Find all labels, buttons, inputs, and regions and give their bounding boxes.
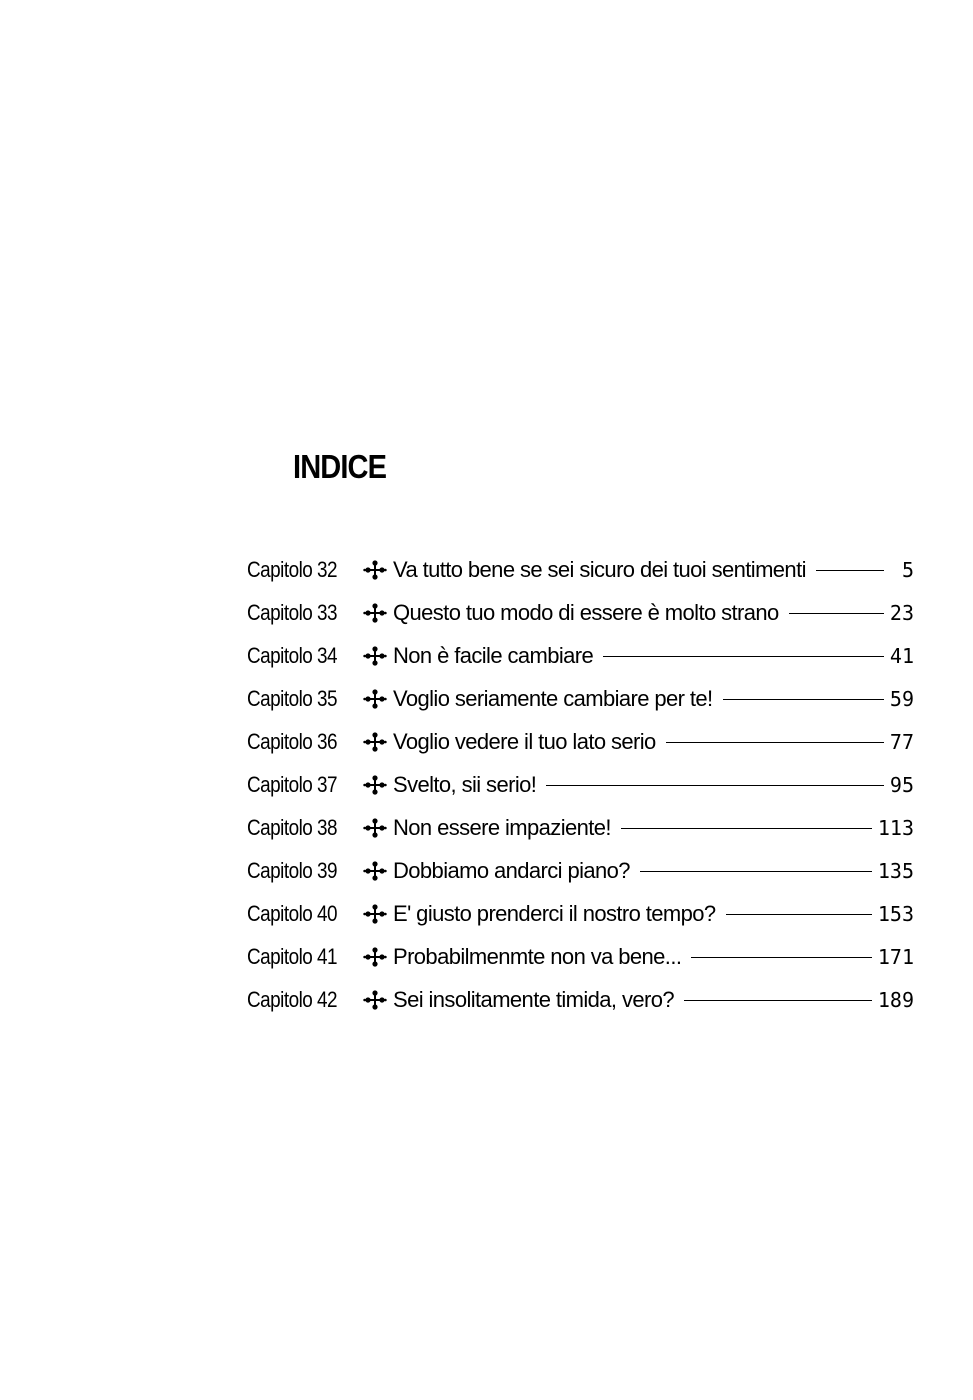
- toc-entry-title: Dobbiamo andarci piano?: [393, 857, 630, 883]
- toc-entry: [247, 634, 914, 677]
- dotted-leader: [723, 699, 884, 700]
- toc-entry-title: Non è facile cambiare: [393, 642, 594, 668]
- toc-entry-title: Probabilmenmte non va bene...: [393, 943, 682, 969]
- toc-entry-title: Questo tuo modo di essere è molto strano: [393, 599, 779, 625]
- cross-ornament-icon: [363, 645, 387, 667]
- toc-entry-page: 23: [889, 600, 914, 625]
- toc-entry-page: 77: [889, 729, 914, 754]
- toc-entry-chapter: Capitolo 40: [247, 900, 338, 926]
- toc-entry: [247, 849, 914, 892]
- toc-entry: [247, 892, 914, 935]
- dotted-leader: [816, 570, 884, 571]
- dotted-leader: [666, 742, 884, 743]
- toc-entry: [247, 591, 914, 634]
- toc-entry-page: 153: [877, 901, 914, 926]
- dotted-leader: [691, 957, 872, 958]
- toc-entry-title: Sei insolitamente timida, vero?: [393, 986, 674, 1012]
- toc-entry-chapter: Capitolo 34: [247, 642, 338, 668]
- toc-entry-chapter: Capitolo 36: [247, 728, 338, 754]
- dotted-leader: [546, 785, 884, 786]
- toc-entry-title: E' giusto prenderci il nostro tempo?: [393, 900, 716, 926]
- toc-entry-page: 135: [877, 858, 914, 883]
- toc-entry-title: Voglio vedere il tuo lato serio: [393, 728, 656, 754]
- toc-entry-page: 5: [901, 557, 914, 582]
- toc-entry-chapter: Capitolo 39: [247, 857, 338, 883]
- toc-entry: [247, 935, 914, 978]
- toc-entry-chapter: Capitolo 32: [247, 556, 338, 582]
- toc-entry: [247, 720, 914, 763]
- cross-ornament-icon: [363, 688, 387, 710]
- toc-entry-title: Va tutto bene se sei sicuro dei tuoi sentimenti: [393, 556, 806, 582]
- dotted-leader: [621, 828, 872, 829]
- toc-entry: [247, 677, 914, 720]
- toc-entry-chapter: Capitolo 38: [247, 814, 338, 840]
- cross-ornament-icon: [363, 774, 387, 796]
- cross-ornament-icon: [363, 946, 387, 968]
- toc-entry-page: 189: [877, 987, 914, 1012]
- toc-entry-title: Svelto, sii serio!: [393, 771, 537, 797]
- toc-entry-chapter: Capitolo 35: [247, 685, 338, 711]
- dotted-leader: [684, 1000, 872, 1001]
- toc-entry-page: 95: [889, 772, 914, 797]
- toc-entry: [247, 978, 914, 1021]
- toc-entry-title: Voglio seriamente cambiare per te!: [393, 685, 713, 711]
- dotted-leader: [640, 871, 872, 872]
- toc-entry-page: 59: [889, 686, 914, 711]
- toc-entry-chapter: Capitolo 37: [247, 771, 338, 797]
- dotted-leader: [603, 656, 884, 657]
- toc-entry-chapter: Capitolo 42: [247, 986, 338, 1012]
- toc-entry: [247, 806, 914, 849]
- toc-entry: [247, 763, 914, 806]
- toc-title: INDICE: [293, 448, 387, 485]
- cross-ornament-icon: [363, 989, 387, 1011]
- toc-list: [247, 548, 914, 1021]
- cross-ornament-icon: [363, 559, 387, 581]
- cross-ornament-icon: [363, 817, 387, 839]
- toc-entry-page: 171: [877, 944, 914, 969]
- toc-entry-page: 41: [889, 643, 914, 668]
- cross-ornament-icon: [363, 903, 387, 925]
- toc-entry: [247, 548, 914, 591]
- dotted-leader: [789, 613, 884, 614]
- toc-entry-chapter: Capitolo 41: [247, 943, 338, 969]
- toc-entry-title: Non essere impaziente!: [393, 814, 611, 840]
- cross-ornament-icon: [363, 860, 387, 882]
- cross-ornament-icon: [363, 602, 387, 624]
- cross-ornament-icon: [363, 731, 387, 753]
- toc-entry-page: 113: [877, 815, 914, 840]
- toc-entry-chapter: Capitolo 33: [247, 599, 338, 625]
- dotted-leader: [726, 914, 872, 915]
